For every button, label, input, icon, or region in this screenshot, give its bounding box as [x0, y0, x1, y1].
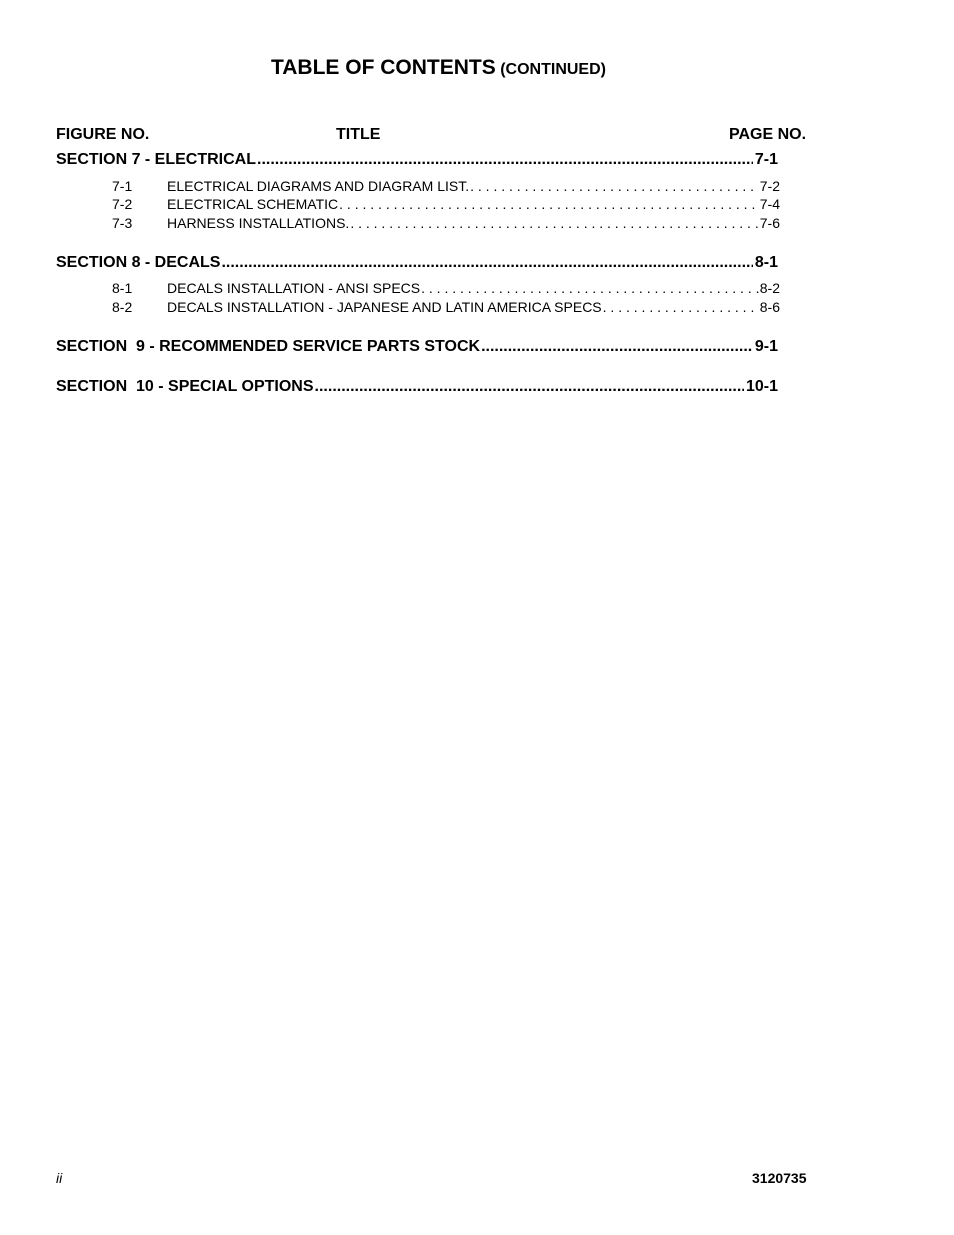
figure-page: 7-4 — [759, 196, 780, 212]
dot-leader — [421, 280, 759, 296]
figure-number: 8-2 — [112, 299, 133, 315]
toc-section-page: 7-1 — [754, 151, 778, 168]
figure-title: ELECTRICAL SCHEMATIC — [167, 196, 339, 212]
figure-page: 7-2 — [759, 178, 780, 194]
dot-leader — [339, 196, 759, 212]
figure-page: 8-2 — [759, 280, 780, 296]
figure-page: 7-6 — [759, 215, 780, 231]
toc-section-label: SECTION 8 - DECALS — [56, 254, 221, 271]
figure-title: HARNESS INSTALLATIONS. — [167, 215, 350, 231]
page-title-suffix: (CONTINUED) — [500, 61, 606, 78]
dot-leader — [350, 215, 758, 231]
dot-leader — [257, 151, 753, 169]
toc-section-page: 10-1 — [745, 378, 778, 395]
footer-document-number: 3120735 — [752, 1170, 807, 1186]
toc-section-page: 8-1 — [754, 254, 778, 271]
toc-section-8[interactable] — [56, 254, 778, 274]
column-header-figure-no: FIGURE NO. — [56, 126, 150, 143]
figure-number: 7-3 — [112, 215, 133, 231]
toc-figure-8-2[interactable] — [112, 299, 780, 317]
page-title — [0, 56, 877, 80]
toc-section-9[interactable] — [56, 338, 778, 358]
column-header-title: TITLE — [336, 126, 381, 143]
toc-section-label: SECTION 7 - ELECTRICAL — [56, 151, 257, 168]
toc-figure-8-1[interactable] — [112, 280, 780, 298]
dot-leader — [603, 299, 759, 315]
figure-title: DECALS INSTALLATION - ANSI SPECS — [167, 280, 421, 296]
column-header-page-no: PAGE NO. — [729, 126, 807, 143]
toc-section-label: SECTION 9 - RECOMMENDED SERVICE PARTS STOCK — [56, 338, 481, 355]
figure-title: DECALS INSTALLATION - JAPANESE AND LATIN AMERICA SPECS — [167, 299, 602, 315]
dot-leader — [481, 338, 753, 356]
figure-page: 8-6 — [759, 299, 780, 315]
figure-title: ELECTRICAL DIAGRAMS AND DIAGRAM LIST. — [167, 178, 470, 194]
page-title-main: TABLE OF CONTENTS — [271, 56, 496, 79]
dot-leader — [470, 178, 759, 194]
toc-section-7[interactable] — [56, 151, 778, 171]
toc-figure-7-1[interactable] — [112, 178, 780, 196]
dot-leader — [221, 254, 752, 272]
toc-section-10[interactable] — [56, 378, 778, 398]
figure-number: 7-1 — [112, 178, 133, 194]
toc-section-label: SECTION 10 - SPECIAL OPTIONS — [56, 378, 314, 395]
figure-number: 7-2 — [112, 196, 133, 212]
dot-leader — [315, 378, 744, 396]
toc-figure-7-2[interactable] — [112, 196, 780, 214]
figure-number: 8-1 — [112, 280, 133, 296]
toc-figure-7-3[interactable] — [112, 215, 780, 233]
toc-section-page: 9-1 — [754, 338, 778, 355]
footer-page-number: ii — [56, 1170, 63, 1186]
